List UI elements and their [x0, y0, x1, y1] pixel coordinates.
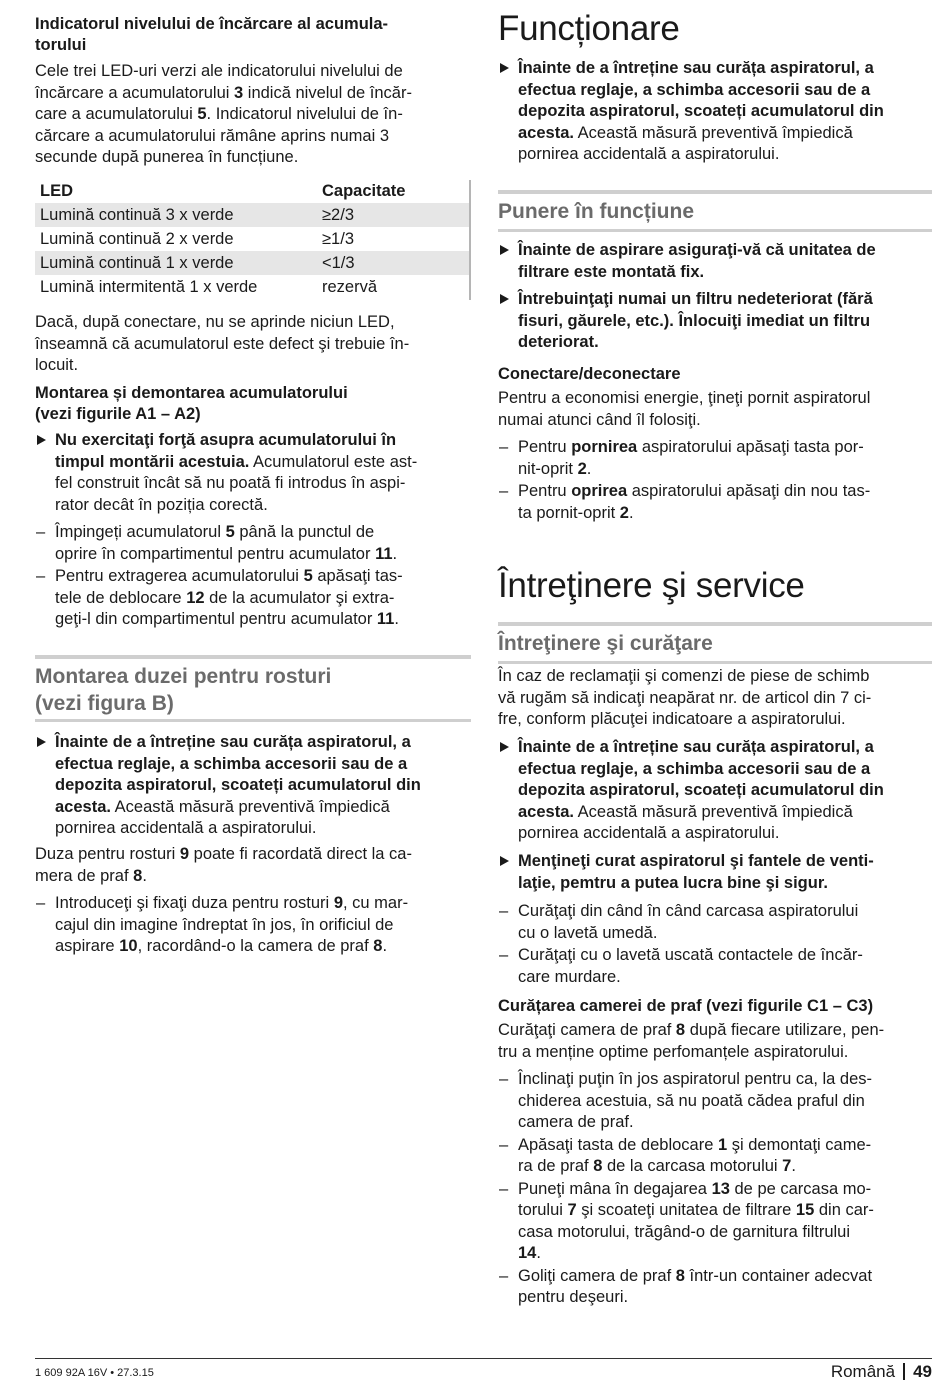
- table-row: [35, 251, 471, 275]
- table-row: [35, 275, 471, 299]
- cleaning-warning: Înainte de a întreține sau curăța aspiratorul, a efectua reglaje, a schimba accesorii sau de a depozita aspiratorul, scoateți acumulatorul din acesta. Această măsură preventivă împiedică pornirea accidentală a aspiratorului.: [498, 737, 932, 845]
- charge-indicator-paragraph: Cele trei LED-uri verzi ale indicatorului nivelului de încărcare a acumulatorului 3 indică nivelul de încăr- care a acumulatorului 5. Indicatorul nivelului de în- cărcare a acumulatorului rămâne aprins numai 3 secunde după punerea în funcțiune.: [35, 62, 412, 166]
- led-capacity-table: [35, 179, 471, 299]
- startup-heading: Punere în funcțiune: [498, 200, 695, 223]
- arrow-icon: [500, 245, 509, 255]
- table-header-row: [35, 179, 471, 203]
- startup-instruction: Întrebuinţaţi numai un filtru nedeteriorat (fără fisuri, găurele, etc.). Înlocuiţi imediat un filtru deteriorat.: [498, 289, 932, 354]
- table-cell: rezervă: [322, 278, 378, 296]
- table-cell: Lumină continuă 3 x verde: [35, 203, 317, 227]
- table-header-capacity: Capacitate: [322, 182, 406, 200]
- table-cell: Lumină continuă 1 x verde: [35, 251, 317, 275]
- document-code: 1 609 92A 16V • 27.3.15: [35, 1367, 154, 1379]
- table-row: [35, 203, 471, 227]
- table-header-led: LED: [40, 182, 73, 200]
- table-cell: ≥2/3: [317, 203, 471, 227]
- defect-paragraph: Dacă, după conectare, nu se aprinde niciun LED, înseamnă că acumulatorul este defect şi trebuie în- locuit.: [35, 313, 410, 374]
- nozzle-warning: Înainte de a întreține sau curăța aspiratorul, a efectua reglaje, a schimba accesorii sau de a depozita aspiratorul, scoateți acumulatorul din acesta. Această măsură preventivă împiedică pornirea accidentală a aspiratorului.: [35, 732, 471, 840]
- onoff-step: – Pentru oprirea aspiratorului apăsaţi din nou tas- ta pornit-oprit 2.: [499, 482, 871, 522]
- onoff-heading: Conectare/deconectare: [498, 365, 681, 383]
- table-cell: <1/3: [317, 251, 471, 275]
- cleaning-heading: Întreţinere şi curăţare: [498, 632, 713, 655]
- mounting-step: – Împingeți acumulatorul 5 până la punctul de oprire în compartimentul pentru acumulator 11.: [36, 523, 398, 563]
- nozzle-step: – Introduceţi şi fixaţi duza pentru rosturi 9, cu mar- cajul din imagine îndreptat în jos, în orificiul de aspirare 10, racordând-o la camera de praf 8.: [36, 894, 409, 955]
- cleaning-instruction: Menţineţi curat aspiratorul şi fantele de venti- laţie, pemtru a putea lucra bine şi sigur.: [498, 851, 932, 894]
- dust-chamber-heading: Curățarea camerei de praf (vezi figurile C1 – C3): [498, 997, 874, 1015]
- onoff-step: – Pentru pornirea aspiratorului apăsaţi tasta por- nit-oprit 2.: [499, 438, 864, 478]
- table-row: [35, 227, 471, 251]
- arrow-icon: [500, 856, 509, 866]
- arrow-icon: [500, 294, 509, 304]
- cleaning-step: – Curăţaţi din când în când carcasa aspiratorului cu o lavetă umedă.: [499, 902, 859, 942]
- footer-rule: [35, 1358, 932, 1359]
- page-footer: [831, 1361, 932, 1383]
- arrow-icon: [500, 742, 509, 752]
- mounting-step: – Pentru extragerea acumulatorului 5 apăsaţi tas- tele de deblocare 12 de la acumulator şi extra- geţi-l din compartimentul pentru acumulator 11.: [36, 567, 403, 628]
- dust-chamber-step: – Puneţi mâna în degajarea 13 de pe carcasa mo- torului 7 şi scoateţi unitatea de filtrare 15 din car- casa motorului, trăgând-o de garnitura filtrului 14.: [499, 1179, 874, 1262]
- table-cell: Lumină continuă 2 x verde: [40, 230, 234, 248]
- nozzle-paragraph: Duza pentru rosturi 9 poate fi racordată direct la ca- mera de praf 8.: [35, 845, 412, 885]
- cleaning-paragraph: În caz de reclamaţii şi comenzi de piese de schimb vă rugăm să indicaţi neapărat nr. de articol din 7 ci- fre, conform plăcuţei indicatoare a aspiratorului.: [498, 667, 872, 728]
- operation-title: Funcționare: [498, 9, 680, 48]
- section-rule: [35, 719, 471, 722]
- mounting-warning: Nu exercitaţi forţă asupra acumulatorului în timpul montării acestuia. Acumulatorul este ast- fel construit încât să nu poată fi introdus în aspi- rator decât în poziția corectă.: [35, 430, 471, 516]
- charge-indicator-heading: Indicatorul nivelului de încărcare al acumula- torului: [35, 15, 389, 54]
- section-rule: [498, 661, 932, 664]
- dust-chamber-paragraph: Curăţaţi camera de praf 8 după fiecare utilizare, pen- tru a menține optime perfomanțele aspiratorului.: [498, 1021, 885, 1061]
- footer-separator: [903, 1363, 905, 1380]
- maintenance-title: Întreţinere şi service: [498, 566, 805, 605]
- nozzle-section-heading: Montarea duzei pentru rosturi (vezi figura B): [35, 665, 332, 715]
- section-rule: [498, 229, 932, 232]
- arrow-icon: [37, 435, 46, 445]
- dust-chamber-step: – Goliţi camera de praf 8 într-un container adecvat pentru deşeuri.: [499, 1266, 873, 1306]
- startup-instruction: Înainte de aspirare asiguraţi-vă că unitatea de filtrare este montată fix.: [498, 240, 932, 283]
- arrow-icon: [37, 737, 46, 747]
- operation-warning: Înainte de a întreține sau curăța aspiratorul, a efectua reglaje, a schimba accesorii sau de a depozita aspiratorul, scoateți acumulatorul din acesta. Această măsură preventivă împiedică pornirea accidentală a aspiratorului.: [498, 58, 932, 166]
- mounting-heading: Montarea și demontarea acumulatorului (vezi figurile A1 – A2): [35, 384, 348, 423]
- onoff-paragraph: Pentru a economisi energie, ţineţi pornit aspiratorul numai atunci când îl folosiţi.: [498, 389, 871, 429]
- page-number: 49: [913, 1362, 932, 1381]
- language-label: Română: [830, 1362, 896, 1381]
- cleaning-step: – Curăţaţi cu o lavetă uscată contactele de încăr- care murdare.: [499, 946, 863, 986]
- table-cell: Lumină intermitentă 1 x verde: [40, 278, 258, 296]
- dust-chamber-step: – Apăsaţi tasta de deblocare 1 şi demontaţi came- ra de praf 8 de la carcasa motorului 7.: [499, 1135, 872, 1175]
- table-divider-line: [469, 180, 471, 300]
- arrow-icon: [500, 63, 509, 73]
- table-cell: ≥1/3: [322, 230, 354, 248]
- dust-chamber-step: – Înclinaţi puţin în jos aspiratorul pentru ca, la des- chiderea acestuia, să nu poată cădea praful din camera de praf.: [499, 1070, 873, 1131]
